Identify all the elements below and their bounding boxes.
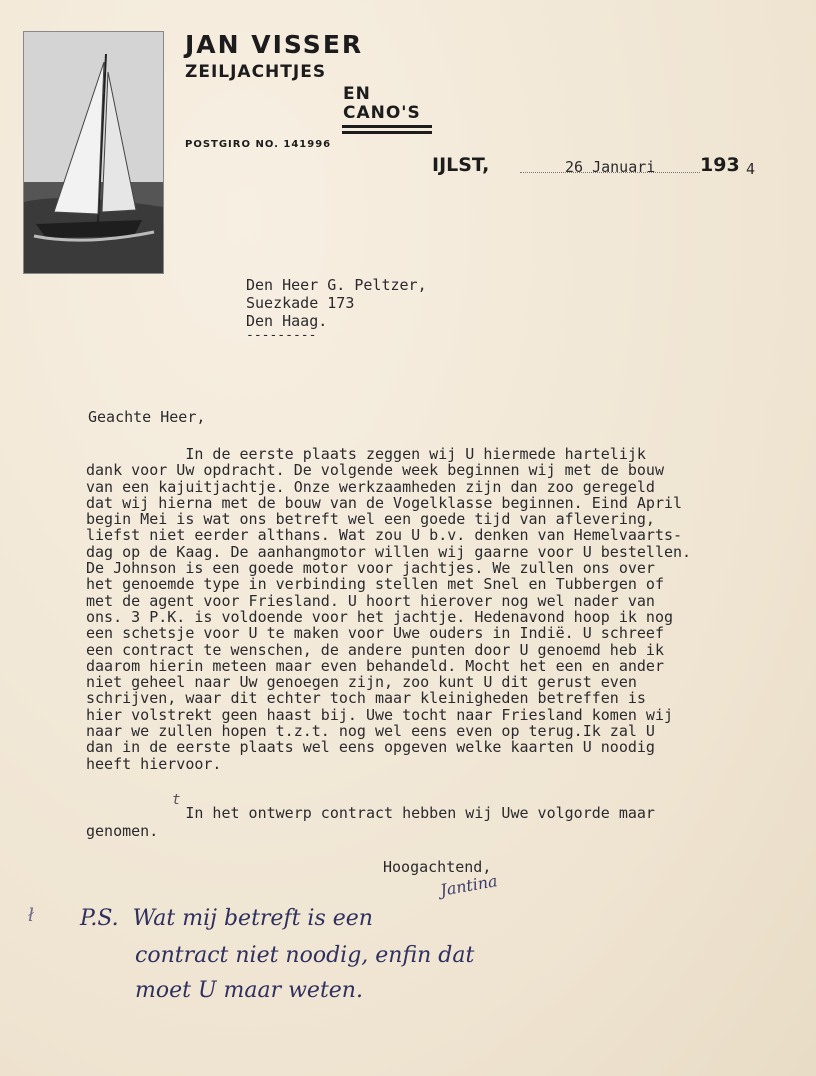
ps-line-2: contract niet noodig, enfin dat	[135, 943, 475, 968]
body-line: ons. 3 P.K. is voldoende voor het jachtje. Hedenavond hoop ik nog	[86, 607, 673, 626]
salutation: Geachte Heer,	[88, 408, 206, 426]
body-line: daarom hierin meteen maar even behandeld. Mocht het een en ander	[86, 656, 664, 675]
margin-cross-mark: ł	[28, 905, 34, 926]
body-line: dat wij hierna met de bouw van de Vogelklasse beginnen. Eind April	[86, 493, 683, 512]
company-line-3: CANO'S	[343, 103, 421, 123]
date-year-printed: 193	[700, 154, 740, 176]
ps-line-3: moet U maar weten.	[135, 978, 363, 1003]
body-line: begin Mei is wat ons betreft wel een goede tijd van aflevering,	[86, 510, 655, 529]
address-line-3: Den Haag.	[246, 312, 328, 330]
address-line-2: Suezkade 173	[246, 294, 355, 312]
date-day-month: 26 Januari	[565, 158, 656, 176]
body-line: hier volstrekt geen haast bij. Uwe tocht naar Friesland komen wij	[86, 705, 673, 724]
body-line: het genoemde type in verbinding stellen met Snel en Tubbergen of	[86, 575, 664, 594]
postgiro-number: POSTGIRO NO. 141996	[185, 139, 332, 150]
body-line: van een kajuitjachtje. Onze werkzaamheden zijn dan zoo geregeld	[86, 477, 655, 496]
company-name: JAN VISSER	[185, 30, 364, 59]
sailboat-icon	[24, 32, 163, 273]
body-line: schrijven, waar dit echter toch maar kleinigheden betreffen is	[86, 689, 646, 708]
body-line: een contract te wenschen, de andere punten door U genoemd heb ik	[86, 640, 664, 659]
body-line: met de agent voor Friesland. U hoort hierover nog wel nader van	[86, 591, 655, 610]
date-year-typed: 4	[746, 160, 756, 178]
body-line: De Johnson is een goede motor voor jachtjes. We zullen ons over	[86, 559, 655, 578]
body-line: niet geheel naar Uw genoegen zijn, zoo kunt U dit gerust even	[86, 673, 637, 692]
body-line: dag op de Kaag. De aanhangmotor willen wij gaarne voor U bestellen.	[86, 542, 692, 561]
body-line: liefst niet eerder althans. Wat zou U b.v. denken van Hemelvaarts-	[86, 526, 683, 545]
company-line-2: EN	[343, 84, 371, 104]
body-line: dan in de eerste plaats wel eens opgeven welke kaarten U noodig	[86, 738, 655, 757]
body-line: In de eerste plaats zeggen wij U hiermede hartelijk	[86, 445, 646, 463]
closing-paragraph: In het ontwerp contract hebben wij Uwe volgorde maar genomen.	[86, 804, 655, 840]
signature: Jantina	[438, 871, 499, 900]
sailboat-photo	[23, 31, 164, 274]
greeting: Hoogachtend,	[383, 858, 492, 876]
body-line: dank voor Uw opdracht. De volgende week beginnen wij met de bouw	[86, 461, 664, 480]
body-line: naar we zullen hopen t.z.t. nog wel eens even op terug.Ik zal U	[86, 722, 655, 741]
margin-tick-mark: t	[172, 792, 181, 808]
body-line: een schetsje voor U te maken voor Uwe ouders in Indië. U schreef	[86, 624, 664, 643]
letterhead-rule	[342, 125, 432, 137]
place-name: IJLST,	[432, 154, 490, 176]
address-separator: ---------	[246, 328, 317, 343]
address-line-1: Den Heer G. Peltzer,	[246, 276, 427, 294]
ps-line-1: P.S. Wat mij betreft is een	[80, 906, 373, 931]
letter-body	[86, 446, 691, 772]
company-line-1: ZEILJACHTJES	[185, 62, 327, 82]
body-line: heeft hiervoor.	[86, 754, 222, 773]
